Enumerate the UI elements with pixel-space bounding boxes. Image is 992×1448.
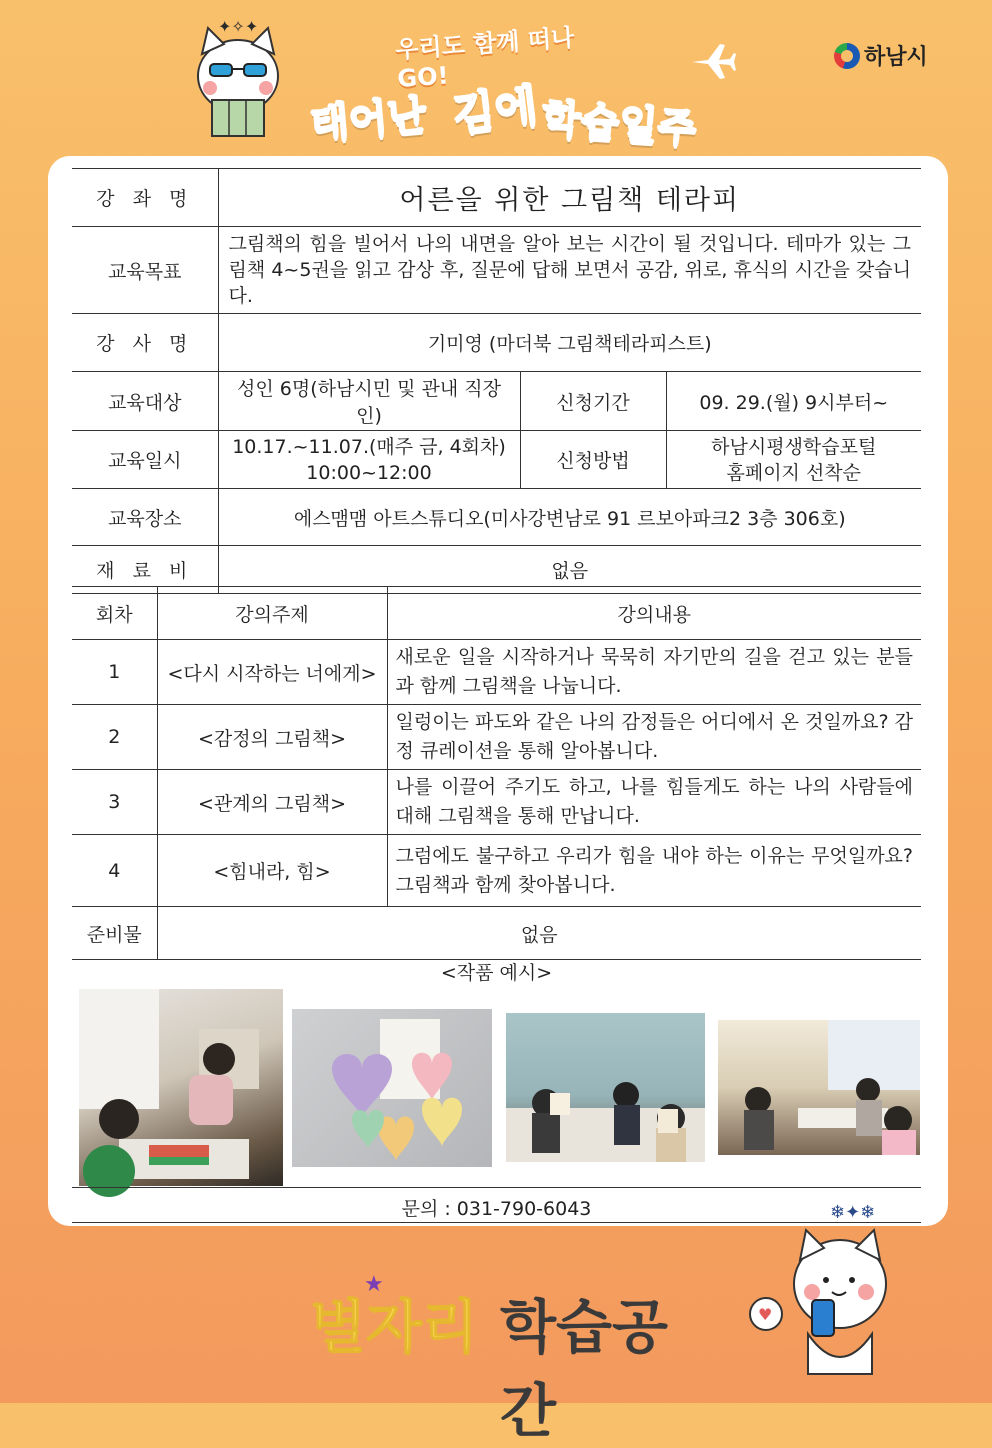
datetime-row (72, 431, 921, 489)
logo-text: 하남시 (864, 45, 928, 70)
session-number: 3 (72, 770, 157, 835)
topic-header: 강의주제 (157, 587, 387, 640)
apply-period-value: 09. 29.(월) 9시부터~ (666, 372, 921, 431)
session-content: 일렁이는 파도와 같은 나의 감정들은 어디에서 온 것일까요? 감정 큐레이션을 통해 알아봅니다. (387, 705, 921, 770)
apply-period-label: 신청기간 (520, 372, 666, 431)
apply-method-line-1: 하남시평생학습포털 (711, 435, 877, 458)
title-part-1: 태어난 (308, 92, 429, 148)
session-number: 2 (72, 705, 157, 770)
instructor-name: 기미영 (마더북 그림책테라피스트) (218, 314, 921, 372)
course-title: 어른을 위한 그림책 테라피 (218, 169, 921, 227)
schedule-row (72, 640, 921, 705)
course-label: 강 좌 명 (72, 169, 218, 227)
cat-mascot-traveler-icon (188, 14, 288, 144)
datetime-line-1: 10.17.~11.07.(매주 금, 4회차) (232, 435, 506, 458)
target-row (72, 372, 921, 431)
apply-method-label: 신청방법 (520, 431, 666, 489)
schedule-row (72, 835, 921, 907)
session-number: 1 (72, 640, 157, 705)
svg-text:♥: ♥ (758, 1305, 773, 1324)
datetime-line-2: 10:00~12:00 (306, 461, 432, 484)
footer-title-part-2: 학습공간 (500, 1293, 669, 1445)
place-row (72, 489, 921, 546)
session-topic: <감정의 그림책> (157, 705, 387, 770)
prep-value: 없음 (157, 907, 921, 960)
svg-text:✦✧✦: ✦✧✦ (218, 17, 259, 36)
target-label: 교육대상 (72, 372, 218, 431)
title-part-2: 김에 (449, 79, 541, 141)
course-row (72, 169, 921, 227)
schedule-table (72, 586, 921, 960)
content-header: 강의내용 (387, 587, 921, 640)
contact-info: 문의 : 031-790-6043 (401, 1198, 592, 1220)
title-part-3: 학습일주 (540, 95, 698, 153)
target-value: 성인 6명(하남시민 및 관내 직장인) (218, 372, 520, 431)
goal-label: 교육목표 (72, 227, 218, 314)
schedule-row (72, 770, 921, 835)
place-value: 에스맴맴 아트스튜디오(미사강변남로 91 르보아파크2 3층 306호) (218, 489, 921, 546)
works-example-label: <작품 예시> (440, 962, 553, 984)
fee-label: 재 료 비 (72, 546, 218, 594)
campaign-title (304, 74, 704, 154)
session-number: 4 (72, 835, 157, 907)
instructor-label: 강 사 명 (72, 314, 218, 372)
session-topic: <관계의 그림책> (157, 770, 387, 835)
fee-value: 없음 (218, 546, 921, 594)
hanam-city-logo (834, 40, 928, 71)
goal-text: 그림책의 힘을 빌어서 나의 내면을 알아 보는 시간이 될 것입니다. 테마가 있는 그림책 4~5권을 읽고 감상 후, 질문에 답해 보면서 공감, 위로, 휴식의 시간을 갖습니다. (218, 227, 921, 314)
group-reading-photo (506, 1013, 705, 1162)
apply-method-value (666, 431, 921, 489)
datetime-value (218, 431, 520, 489)
goal-row (72, 227, 921, 314)
session-topic: <다시 시작하는 너에게> (157, 640, 387, 705)
footer-title-part-1: 별자리 (310, 1293, 479, 1361)
heart-cards-photo (292, 1009, 492, 1167)
svg-text:❄✦❄: ❄✦❄ (830, 1202, 876, 1223)
studio-class-photo (79, 989, 283, 1186)
header (0, 0, 992, 158)
course-info-table (72, 168, 921, 594)
slogan: 우리도 함께 떠나 GO! (394, 23, 576, 93)
prep-label: 준비물 (72, 907, 157, 960)
schedule-row (72, 705, 921, 770)
schedule-header-row (72, 587, 921, 640)
workshop-session-photo (718, 1020, 920, 1155)
prep-row (72, 907, 921, 960)
footer-title (310, 1272, 710, 1445)
instructor-row (72, 314, 921, 372)
session-header: 회차 (72, 587, 157, 640)
cat-mascot-phone-icon (748, 1188, 888, 1388)
datetime-label: 교육일시 (72, 431, 218, 489)
place-label: 교육장소 (72, 489, 218, 546)
session-content: 그럼에도 불구하고 우리가 힘을 내야 하는 이유는 무엇일까요? 그림책과 함께 찾아봅니다. (387, 835, 921, 907)
hanam-logo-icon (834, 43, 860, 69)
star-icon: ★ (364, 1272, 384, 1297)
apply-method-line-2: 홈페이지 선착순 (726, 461, 862, 484)
session-content: 새로운 일을 시작하거나 묵묵히 자기만의 길을 걷고 있는 분들과 함께 그림책을 나눕니다. (387, 640, 921, 705)
session-topic: <힘내라, 힘> (157, 835, 387, 907)
session-content: 나를 이끌어 주기도 하고, 나를 힘들게도 하는 나의 사람들에 대해 그림책을 통해 만납니다. (387, 770, 921, 835)
